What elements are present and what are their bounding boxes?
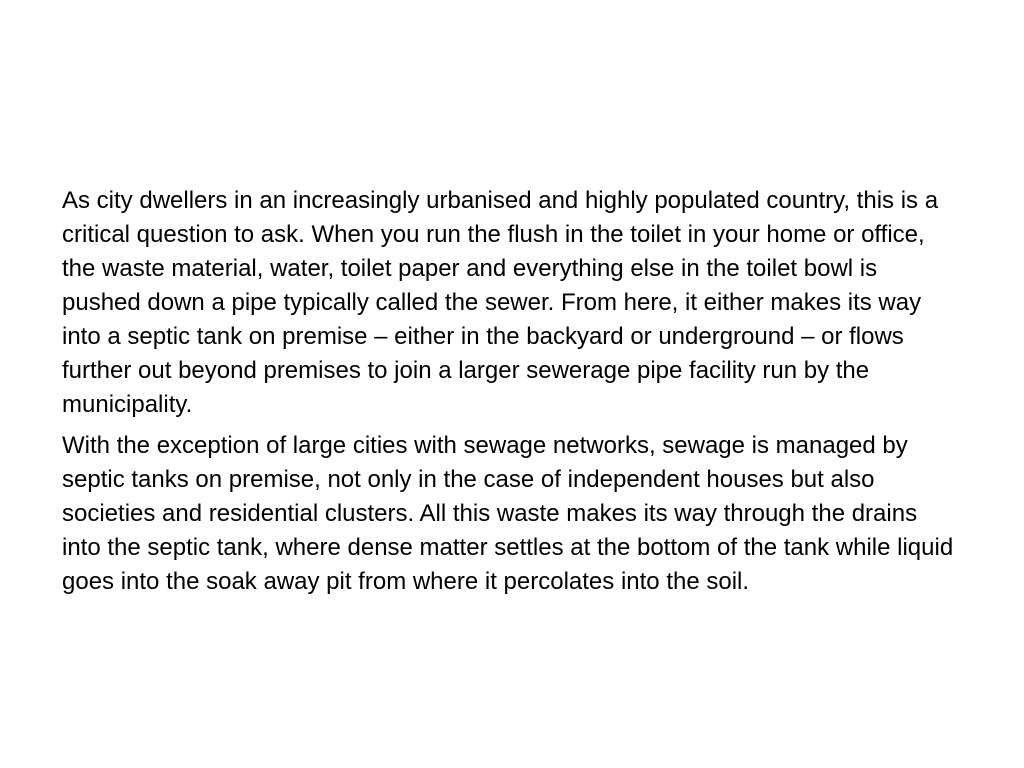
paragraph-2: With the exception of large cities with sewage networks, sewage is managed by septic tanks on premise, not only in the case of independent houses but also societies and residential clusters. All this waste makes its way through the drains into the septic tank, where dense matter settles at the bottom of the tank while liquid goes into the soak away pit from where it percolates into the soil. (62, 432, 954, 595)
paragraph-1: As city dwellers in an increasingly urbanised and highly populated country, this is a critical question to ask. When you run the flush in the toilet in your home or office, the waste material, water, toilet paper and everything else in the toilet bowl is pushed down a pipe typically called the sewer. From here, it either makes its way into a septic tank on premise – either in the backyard or underground – or flows further out beyond premises to join a larger sewerage pipe facility run by the municipality. (62, 187, 939, 418)
slide-body (62, 184, 962, 606)
